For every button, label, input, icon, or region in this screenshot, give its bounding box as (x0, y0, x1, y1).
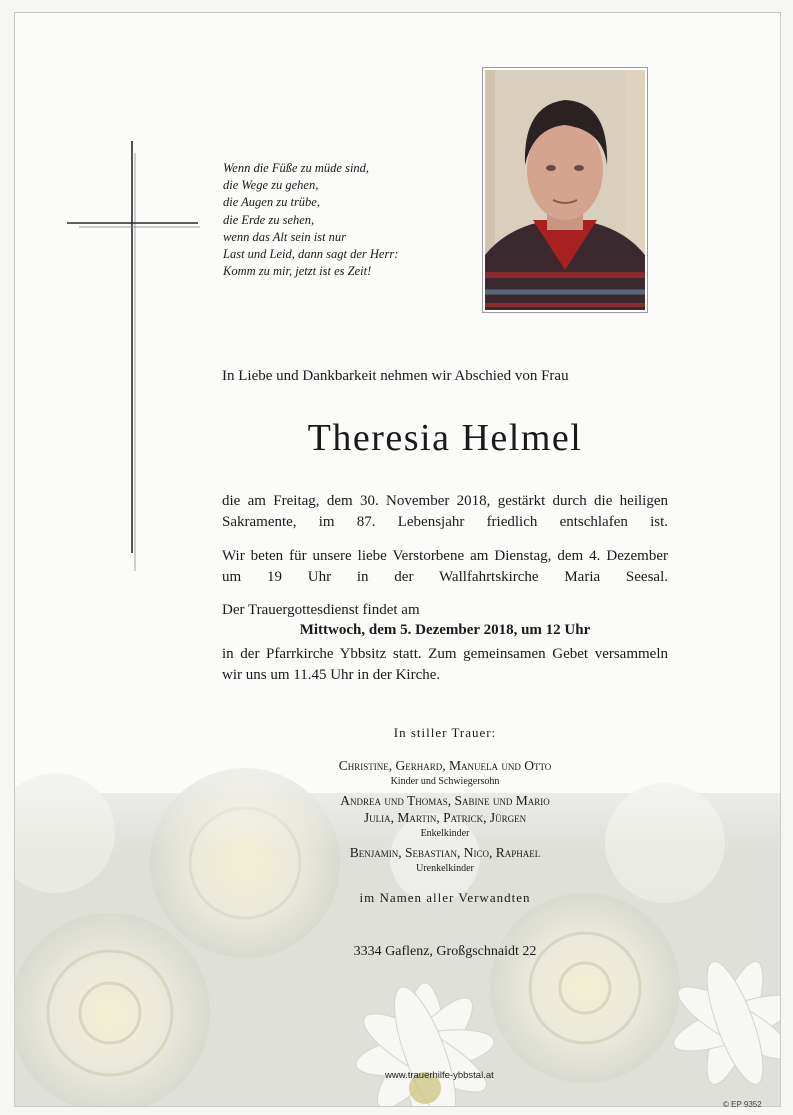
mourner-names: Benjamin, Sebastian, Nico, Raphael (349, 845, 541, 860)
mourner-relation: Enkelkinder (420, 828, 470, 839)
mourner-relation: Urenkelkinder (416, 863, 474, 874)
poem-line: wenn das Alt sein ist nur (223, 229, 347, 244)
poem-line: die Wege zu gehen, (223, 178, 319, 193)
deceased-name: Theresia Helmel (307, 417, 583, 459)
website-link[interactable]: www.trauerhilfe-ybbstal.at (385, 1070, 494, 1081)
page-frame (14, 12, 781, 1107)
mourner-names: Andrea und Thomas, Sabine und Mario (340, 793, 550, 808)
poem-line: Komm zu mir, jetzt ist es Zeit! (223, 264, 372, 279)
intro-text: In Liebe und Dankbarkeit nehmen wir Abschied von Frau (222, 368, 569, 384)
poem-line: die Augen zu trübe, (223, 195, 320, 210)
document-code: © EP 9352 (723, 1100, 762, 1109)
relatives-line: im Namen aller Verwandten (359, 890, 531, 905)
address: 3334 Gaflenz, Großgschnaidt 22 (353, 944, 537, 959)
service-intro: Der Trauergottesdienst findet am (222, 602, 420, 618)
portrait-photo (482, 67, 648, 313)
cross-icon (15, 13, 215, 593)
poem-line: Last und Leid, dann sagt der Herr: (223, 247, 399, 262)
portrait-image (485, 70, 645, 310)
poem (223, 160, 398, 280)
prayer-paragraph: Wir beten für unsere liebe Verstorbene am Dienstag, dem 4. Dezember um 19 Uhr in der Wallfahrtskirche Maria Seesal. (222, 548, 668, 585)
mourner-names: Christine, Gerhard, Manuela und Otto (338, 758, 552, 773)
mourner-names: Julia, Martin, Patrick, Jürgen (363, 810, 527, 825)
service-date: Mittwoch, dem 5. Dezember 2018, um 12 Uhr (299, 622, 591, 638)
poem-line: Wenn die Füße zu müde sind, (223, 161, 370, 175)
service-paragraph: in der Pfarrkirche Ybbsitz statt. Zum gemeinsamen Gebet versammeln wir uns um 11.45 Uhr in der Kirche. (222, 646, 668, 683)
mourning-heading: In stiller Trauer: (393, 725, 497, 740)
death-paragraph: die am Freitag, dem 30. November 2018, gestärkt durch die heiligen Sakramente, im 87. Lebensjahr friedlich entschlafen ist. (222, 493, 668, 530)
mourner-relation: Kinder und Schwiegersohn (390, 776, 500, 787)
poem-line: die Erde zu sehen, (223, 212, 315, 227)
